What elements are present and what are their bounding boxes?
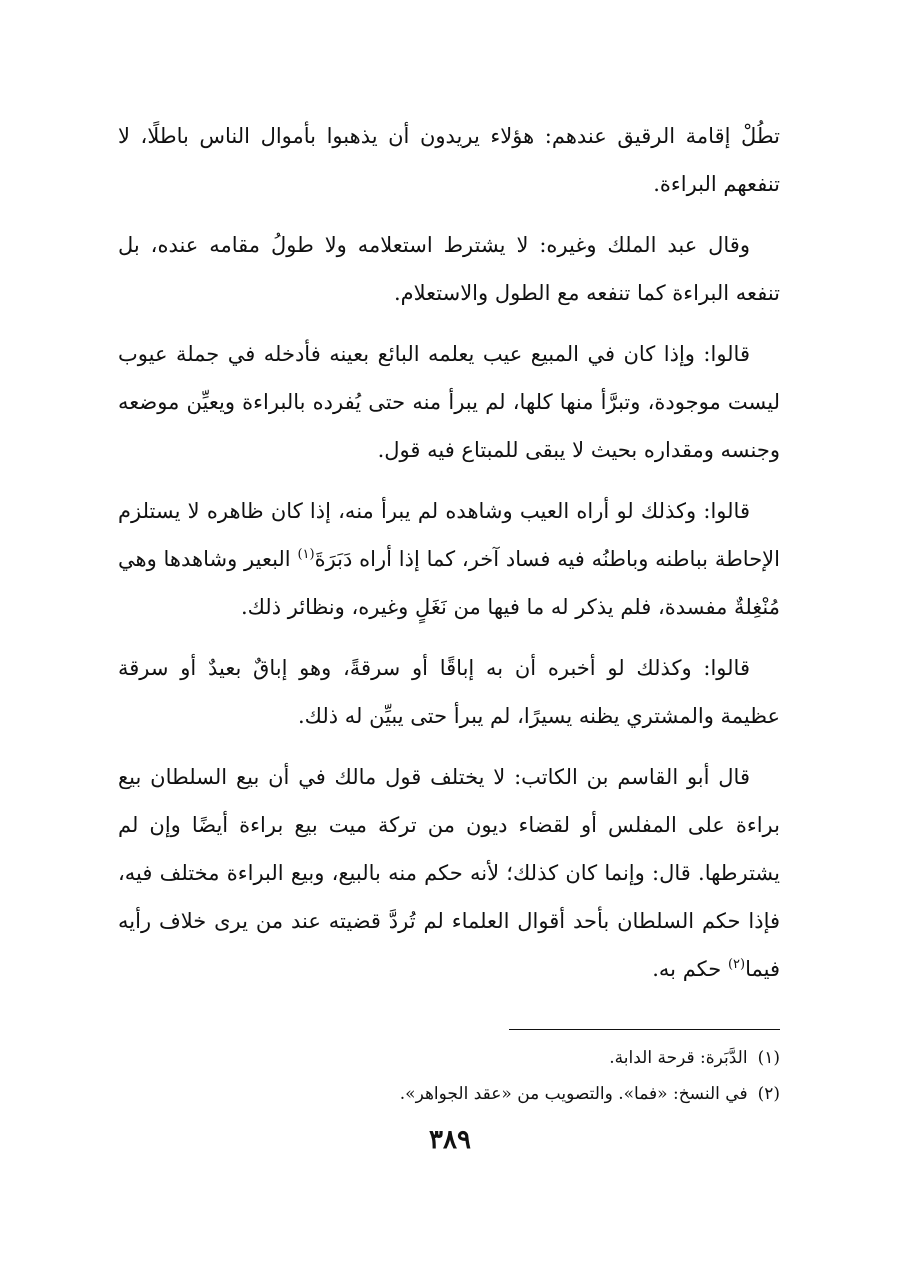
footnotes xyxy=(118,1040,780,1112)
paragraph-text: البعير وشاهدها وهي مُنْغِلةٌ مفسدة، فلم يذكر له ما فيها من نَغَلٍ وغيره، ونظائر ذلك. xyxy=(118,547,780,619)
footnote-reference[interactable]: (١) xyxy=(297,547,315,562)
footnote xyxy=(118,1040,780,1076)
paragraph xyxy=(118,487,780,631)
paragraph: تطُلْ إقامة الرقيق عندهم: هؤلاء يريدون أن يذهبوا بأموال الناس باطلًا، لا تنفعهم البراءة. xyxy=(118,124,780,196)
paragraph-text: قال أبو القاسم بن الكاتب: لا يختلف قول مالك في أن بيع السلطان بيع براءة على المفلس أو لقضاء ديون من تركة ميت بيع براءة أيضًا وإن لم يشترطها. قال: وإنما كان كذلك؛ لأنه حكم منه بالبيع، وبيع البراءة مختلف فيه، فإذا حكم السلطان بأحد أقوال العلماء لم تُردَّ قضيته عند من يرى خلاف رأيه فيما xyxy=(118,765,781,981)
footnote xyxy=(118,1076,780,1112)
footnote-number: (١) xyxy=(757,1048,780,1068)
main-text xyxy=(118,112,780,1006)
footnote-text: الدَّبَرة: قرحة الدابة. xyxy=(609,1048,748,1068)
footnote-reference[interactable]: (٢) xyxy=(727,957,746,972)
paragraph: وقال عبد الملك وغيره: لا يشترط استعلامه ولا طولُ مقامه عنده، بل تنفعه البراءة كما تنفعه مع الطول والاستعلام. xyxy=(118,233,780,305)
footnote-separator xyxy=(509,1029,780,1030)
paragraph: قالوا: وإذا كان في المبيع عيب يعلمه البائع بعينه فأدخله في جملة عيوب ليست موجودة، وتبرَّأ منها كلها، لم يبرأ منه حتى يُفرده بالبراءة ويعيِّن موضعه وجنسه ومقداره بحيث لا يبقى للمبتاع فيه قول. xyxy=(118,342,780,462)
paragraph: قالوا: وكذلك لو أخبره أن به إباقًا أو سرقةً، وهو إباقٌ بعيدٌ أو سرقة عظيمة والمشتري يظنه يسيرًا، لم يبرأ حتى يبيِّن له ذلك. xyxy=(118,656,780,728)
paragraph-text: حكم به. xyxy=(652,957,728,981)
footnote-number: (٢) xyxy=(757,1084,780,1104)
paragraph xyxy=(118,753,780,993)
page-number: ٣٨٩ xyxy=(429,1125,471,1155)
footnote-text: في النسخ: «فما». والتصويب من «عقد الجواهر». xyxy=(399,1084,748,1104)
paragraph-text: قالوا: وكذلك لو أراه العيب وشاهده لم يبرأ منه، إذا كان ظاهره لا يستلزم الإحاطة بباطنه وباطنُه فيه فساد آخر، كما إذا أراه دَبَرَةَ xyxy=(118,499,780,571)
